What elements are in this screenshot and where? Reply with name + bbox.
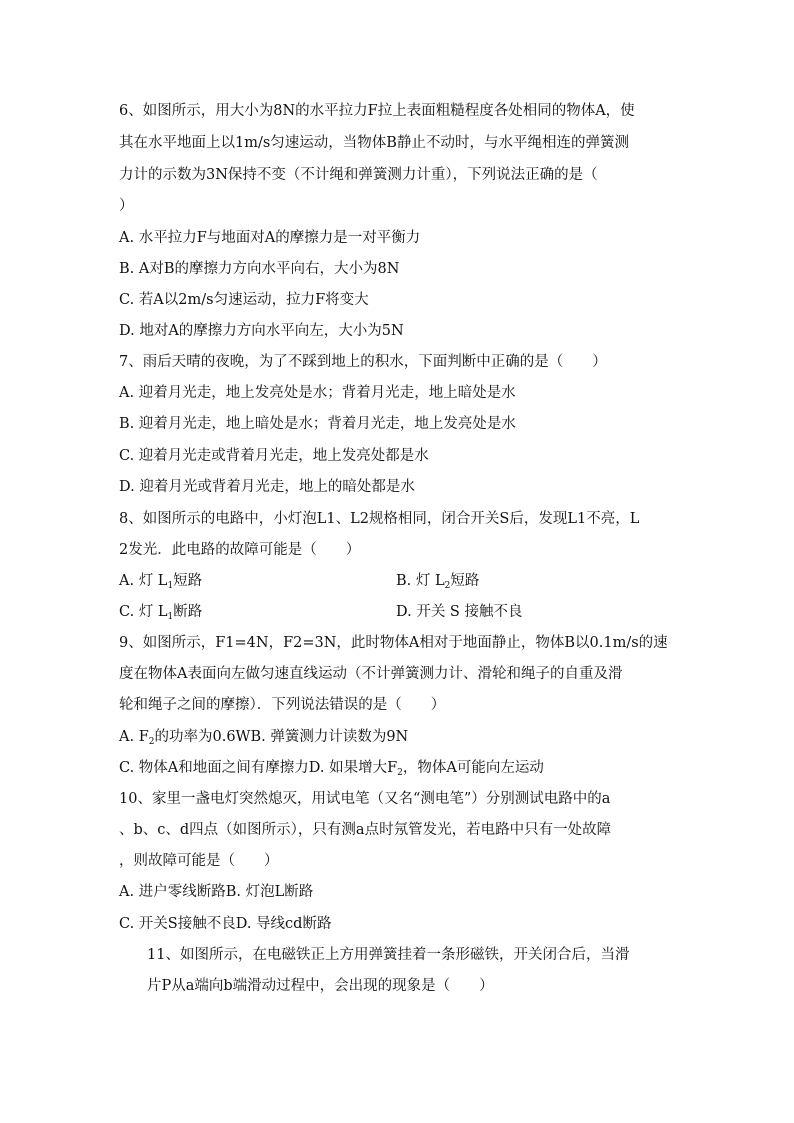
q6-option-c: C. 若A以2m/s匀速运动，拉力F将变大 [119,292,369,308]
q7-option-d: D. 迎着月光或背着月光走，地上的暗处都是水 [119,479,415,495]
q10-options-ab: A. 进户零线断路B. 灯泡L断路 [119,884,314,900]
q6-option-a: A. 水平拉力F与地面对A的摩擦力是一对平衡力 [119,230,421,246]
q9-options-cd: C. 物体A和地面之间有摩擦力D. 如果增大$F_2$，物体A可能向左运动 [119,760,544,778]
q11-stem-line-2: 片P从a端向b端滑动过程中，会出现的现象是（ ） [147,978,494,994]
q6-option-b: B. A对B的摩擦力方向水平向右，大小为8N [119,261,400,277]
q8-stem-line-2: 2发光．此电路的故障可能是（ ） [119,542,361,558]
q6-stem-line-4: ） [119,198,134,214]
q8-options-row-1 [119,571,679,591]
q10-options-cd: C. 开关S接触不良D. 导线cd断路 [119,916,332,932]
q9-stem-line-2: 度在物体A表面向左做匀速直线运动（不计弹簧测力计、滑轮和绳子的自重及滑 [119,666,623,682]
q7-option-a: A. 迎着月光走，地上发亮处是水；背着月光走，地上暗处是水 [119,385,516,401]
q8-option-a: A. 灯 $L_1$短路 [119,573,203,591]
q9-stem-line-1: 9、如图所示，F1=4N，F2=3N，此时物体A相对于地面静止，物体B以0.1m/s的速 [119,635,668,651]
q10-stem-line-2: 、b、c、d四点（如图所示），只有测a点时氖管发光，若电路中只有一处故障 [119,822,612,838]
q9-options-ab: A. $F_2$的功率为0.6WB. 弹簧测力计读数为9N [119,729,409,747]
q6-stem-line-2: 其在水平地面上以1m/s匀速运动，当物体B静止不动时，与水平绳相连的弹簧测 [119,135,629,151]
q7-option-b: B. 迎着月光走，地上暗处是水；背着月光走，地上发亮处是水 [119,416,516,432]
q8-option-d: D. 开关 S 接触不良 [396,604,523,620]
q6-stem-line-3: 力计的示数为3N保持不变（不计绳和弹簧测力计重），下列说法正确的是（ [119,167,598,183]
q6-stem-line-1: 6、如图所示，用大小为8N的水平拉力F拉上表面粗糙程度各处相同的物体A，使 [119,103,635,119]
q8-options-row-2 [119,602,679,622]
q9-stem-line-3: 轮和绳子之间的摩擦）．下列说法错误的是（ ） [119,697,446,713]
q7-option-c: C. 迎着月光走或背着月光走，地上发亮处都是水 [119,448,429,464]
q8-option-b: B. 灯 $L_2$短路 [396,573,480,591]
q10-stem-line-3: ，则故障可能是（ ） [119,853,279,869]
q8-stem-line-1: 8、如图所示的电路中，小灯泡L1、L2规格相同，闭合开关S后，发现L1不亮，L [119,511,640,527]
q8-option-c: C. 灯 $L_1$断路 [119,604,203,622]
q7-stem: 7、雨后天晴的夜晚，为了不踩到地上的积水，下面判断中正确的是（ ） [119,354,607,370]
q10-stem-line-1: 10、家里一盏电灯突然熄灭，用试电笔（又名“测电笔”）分别测试电路中的a [119,791,611,807]
q6-option-d: D. 地对A的摩擦力方向水平向左，大小为5N [119,323,404,339]
q11-stem-line-1: 11、如图所示，在电磁铁正上方用弹簧挂着一条形磁铁，开关闭合后，当滑 [147,947,630,963]
